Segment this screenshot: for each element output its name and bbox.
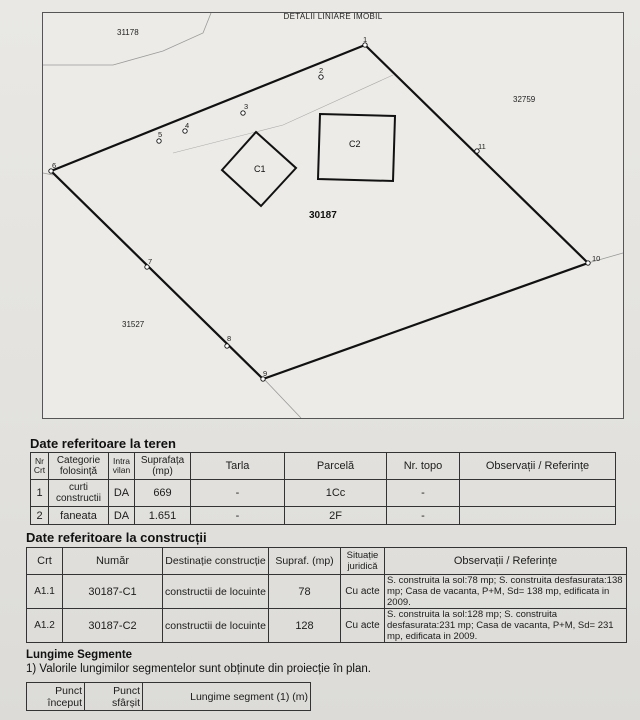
vertex-label: 8: [227, 334, 232, 343]
vertex-5: [157, 139, 161, 143]
table-cell: Cu acte: [341, 609, 385, 643]
column-header: Nr. topo: [387, 453, 460, 480]
parcel-drawing: [43, 13, 623, 418]
column-header: Tarla: [191, 453, 285, 480]
map-title: DETALII LINIARE IMOBIL: [283, 12, 383, 21]
column-header: Punct început: [27, 683, 85, 711]
column-header: Suprafața (mp): [135, 453, 191, 480]
table-cell: -: [191, 507, 285, 525]
building-label: C1: [254, 164, 266, 174]
vertex-label: 7: [148, 257, 153, 266]
parcel-map: [42, 12, 624, 419]
neighbour-boundary: [263, 378, 301, 418]
segmente-note: 1) Valorile lungimilor segmentelor sunt obținute din proiecție în plan.: [26, 663, 371, 675]
table-cell: [460, 507, 616, 525]
neighbour-parcel-label: 32759: [513, 95, 536, 104]
neighbour-parcel-label: 31527: [122, 320, 145, 329]
segmente-table: [26, 682, 311, 711]
table-cell: 1Cc: [285, 480, 387, 507]
table-cell: 2: [31, 507, 49, 525]
column-header: Observații / Referințe: [385, 548, 627, 575]
column-header: Intra vilan: [109, 453, 135, 480]
table-cell: 2F: [285, 507, 387, 525]
table-cell: DA: [109, 507, 135, 525]
vertex-label: 9: [263, 369, 268, 378]
neighbour-parcel-label: 31178: [117, 28, 139, 37]
column-header: Supraf. (mp): [269, 548, 341, 575]
teren-table: [30, 452, 616, 525]
column-header: Crt: [27, 548, 63, 575]
column-header: Destinație construcție: [163, 548, 269, 575]
table-row: [27, 575, 627, 609]
table-cell: -: [387, 480, 460, 507]
column-header: Parcelă: [285, 453, 387, 480]
table-row: [31, 507, 616, 525]
table-cell: Cu acte: [341, 575, 385, 609]
table-cell: 669: [135, 480, 191, 507]
building-label: C2: [349, 139, 361, 149]
table-row: [31, 480, 616, 507]
table-cell: curti constructii: [49, 480, 109, 507]
vertex-label: 3: [244, 102, 249, 111]
table-cell: 78: [269, 575, 341, 609]
vertex-3: [241, 111, 245, 115]
constructii-section-title: Date referitoare la construcții: [26, 530, 207, 545]
vertex-10: [586, 261, 590, 265]
table-cell: constructii de locuinte: [163, 609, 269, 643]
table-cell: -: [387, 507, 460, 525]
table-cell: constructii de locuinte: [163, 575, 269, 609]
column-header: Nr Crt: [31, 453, 49, 480]
vertex-label: 4: [185, 121, 190, 130]
main-parcel-label: 30187: [309, 210, 337, 221]
table-cell: S. construita la sol:128 mp; S. construita desfasurata:231 mp; Casa de vacanta, P+M, Sd= 231 mp, edificata in 2009.: [385, 609, 627, 643]
table-cell: DA: [109, 480, 135, 507]
vertex-2: [319, 75, 323, 79]
column-header: Punct sfârșit: [85, 683, 143, 711]
teren-section-title: Date referitoare la teren: [30, 436, 176, 451]
vertex-label: 1: [363, 35, 368, 44]
segmente-title: Lungime Segmente: [26, 649, 133, 661]
column-header: Lungime segment (1) (m): [143, 683, 311, 711]
vertex-label: 2: [319, 66, 324, 75]
vertex-label: 11: [478, 142, 486, 151]
table-header-row: [31, 453, 616, 480]
table-cell: 30187-C2: [63, 609, 163, 643]
constructii-table: [26, 547, 627, 643]
table-header-row: [27, 548, 627, 575]
vertex-8: [225, 344, 229, 348]
table-cell: A1.2: [27, 609, 63, 643]
vertex-label: 10: [592, 254, 601, 263]
table-cell: -: [191, 480, 285, 507]
table-cell: S. construita la sol:78 mp; S. construita desfasurata:138 mp; Casa de vacanta, P+M, Sd= 138 mp, edificata in 2009.: [385, 575, 627, 609]
vertex-label: 6: [52, 161, 57, 170]
neighbour-boundary: [43, 13, 211, 65]
table-cell: 128: [269, 609, 341, 643]
table-cell: 1: [31, 480, 49, 507]
table-cell: faneata: [49, 507, 109, 525]
column-header: Număr: [63, 548, 163, 575]
vertex-label: 5: [158, 130, 163, 139]
table-cell: [460, 480, 616, 507]
table-cell: A1.1: [27, 575, 63, 609]
column-header: Situație juridică: [341, 548, 385, 575]
table-header-row: [27, 683, 311, 711]
table-row: [27, 609, 627, 643]
column-header: Categorie folosință: [49, 453, 109, 480]
column-header: Observații / Referințe: [460, 453, 616, 480]
table-cell: 1.651: [135, 507, 191, 525]
table-cell: 30187-C1: [63, 575, 163, 609]
